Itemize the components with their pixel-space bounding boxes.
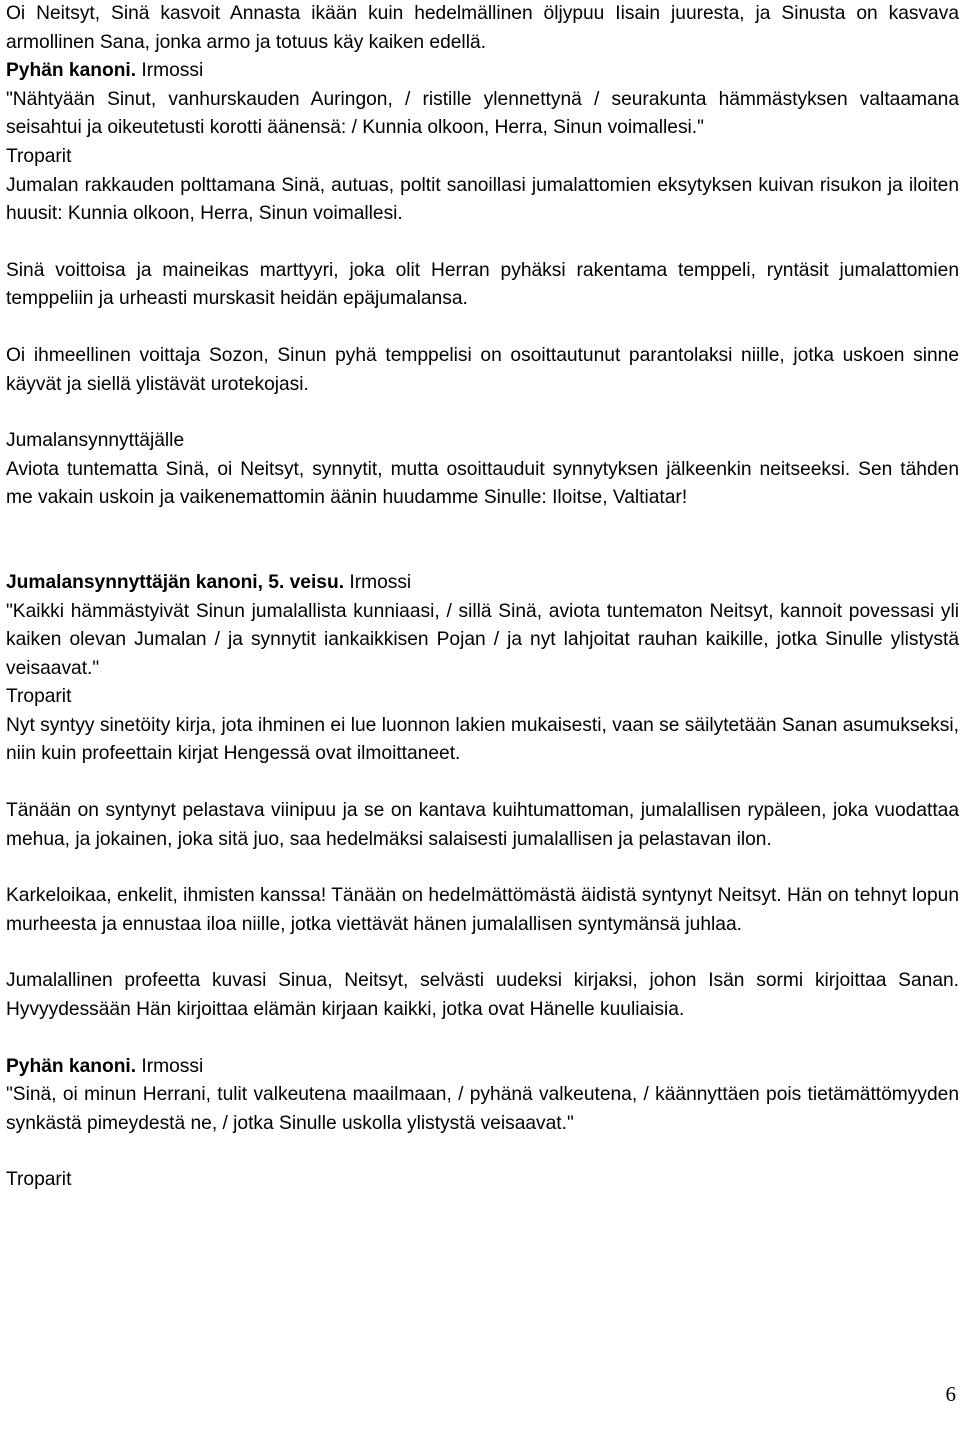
paragraph-spacer [6,939,959,967]
paragraph-spacer [6,1025,959,1053]
section-heading: Troparit [6,1169,72,1191]
hymn-paragraph: Jumalallinen profeetta kuvasi Sinua, Neitsyt, selvästi uudeksi kirjaksi, johon Isän sormi kirjoittaa Sanan. Hyvyydessään Hän kirjoittaa elämän kirjaan kaikki, jotka ovat Hänelle kuuliaisia. [6,970,959,1021]
canon-subtitle: Irmossi [136,1055,204,1077]
paragraph-spacer [6,513,959,569]
hymn-paragraph: "Nähtyään Sinut, vanhurskauden Auringon, / ristille ylennettynä / seurakunta hämmästyksen valtaamana seisahtui ja oikeutetusti korotti äänensä: / Kunnia olkoon, Herra, Sinun voimallesi." [6,88,959,139]
canon-title: Pyhän kanoni. [6,1055,137,1077]
page-number: 6 [945,1382,956,1406]
canon-subtitle: Irmossi [136,60,204,82]
canon-title: Jumalansynnyttäjän kanoni, 5. veisu. [6,571,345,593]
paragraph-spacer [6,314,959,342]
paragraph-spacer [6,1138,959,1166]
hymn-paragraph: Aviota tuntematta Sinä, oi Neitsyt, synnytit, mutta osoittauduit synnytyksen jälkeenkin neitseeksi. Sen tähden me vakain uskoin ja vaikenemattomin äänin huudamme Sinulle: Iloitse, Valtiatar! [6,458,959,509]
document-page [6,0,959,1195]
hymn-paragraph: Oi ihmeellinen voittaja Sozon, Sinun pyhä temppelisi on osoittautunut parantolaksi niille, jotka uskoen sinne käyvät ja siellä ylistävät urotekojasi. [6,344,959,395]
paragraph-spacer [6,399,959,427]
paragraph-spacer [6,854,959,882]
section-heading: Troparit [6,686,72,708]
canon-title: Pyhän kanoni. [6,60,137,82]
hymn-paragraph: "Sinä, oi minun Herrani, tulit valkeutena maailmaan, / pyhänä valkeutena, / käännyttäen pois tietämättömyyden synkästä pimeydestä ne, / jotka Sinulle uskolla ylistystä veisaavat." [6,1084,959,1134]
hymn-paragraph: "Kaikki hämmästyivät Sinun jumalallista kunniaasi, / sillä Sinä, aviota tuntematon Neitsyt, kannoit povessasi yli kaiken olevan Jumalan / ja synnytit iankaikkisen Pojan / ja nyt lahjoitat rauhan kaikille, jotka Sinulle ylistystä veisaavat." [6,600,959,679]
hymn-paragraph: Jumalan rakkauden polttamana Sinä, autuas, poltit sanoillasi jumalattomien eksytyksen kuivan risukon ja iloiten huusit: Kunnia olkoon, Herra, Sinun voimallesi. [6,174,959,225]
section-heading: Troparit [6,145,72,167]
canon-heading [6,57,959,86]
hymn-paragraph: Tänään on syntynyt pelastava viinipuu ja se on kantava kuihtumattoman, jumalallisen rypäleen, joka vuodattaa mehua, ja jokainen, joka sitä juo, saa hedelmäksi salaisesti jumalallisen ja pelastavan ilon. [6,800,959,850]
canon-heading [6,1053,959,1082]
paragraph-spacer [6,229,959,257]
hymn-paragraph: Oi Neitsyt, Sinä kasvoit Annasta ikään kuin hedelmällinen öljypuu Iisain juuresta, ja Sinusta on kasvava armollinen Sana, jonka armo ja totuus käy kaiken edellä. [6,3,959,53]
canon-subtitle: Irmossi [344,571,412,593]
hymn-paragraph: Sinä voittoisa ja maineikas marttyyri, joka olit Herran pyhäksi rakentama temppeli, ryntäsit jumalattomien temppeliin ja urheasti murskasit heidän epäjumalansa. [6,259,959,310]
canon-heading [6,569,959,598]
hymn-paragraph: Karkeloikaa, enkelit, ihmisten kanssa! Tänään on hedelmättömästä äidistä syntynyt Neitsyt. Hän on tehnyt lopun murheesta ja ennustaa iloa niille, jotka viettävät hänen jumalallisen syntymänsä juhlaa. [6,885,959,935]
hymn-paragraph: Nyt syntyy sinetöity kirja, jota ihminen ei lue luonnon lakien mukaisesti, vaan se säilytetään Sanan asumukseksi, niin kuin profeettain kirjat Hengessä ovat ilmoittaneet. [6,714,959,765]
section-heading: Jumalansynnyttäjälle [6,430,185,452]
paragraph-spacer [6,769,959,797]
